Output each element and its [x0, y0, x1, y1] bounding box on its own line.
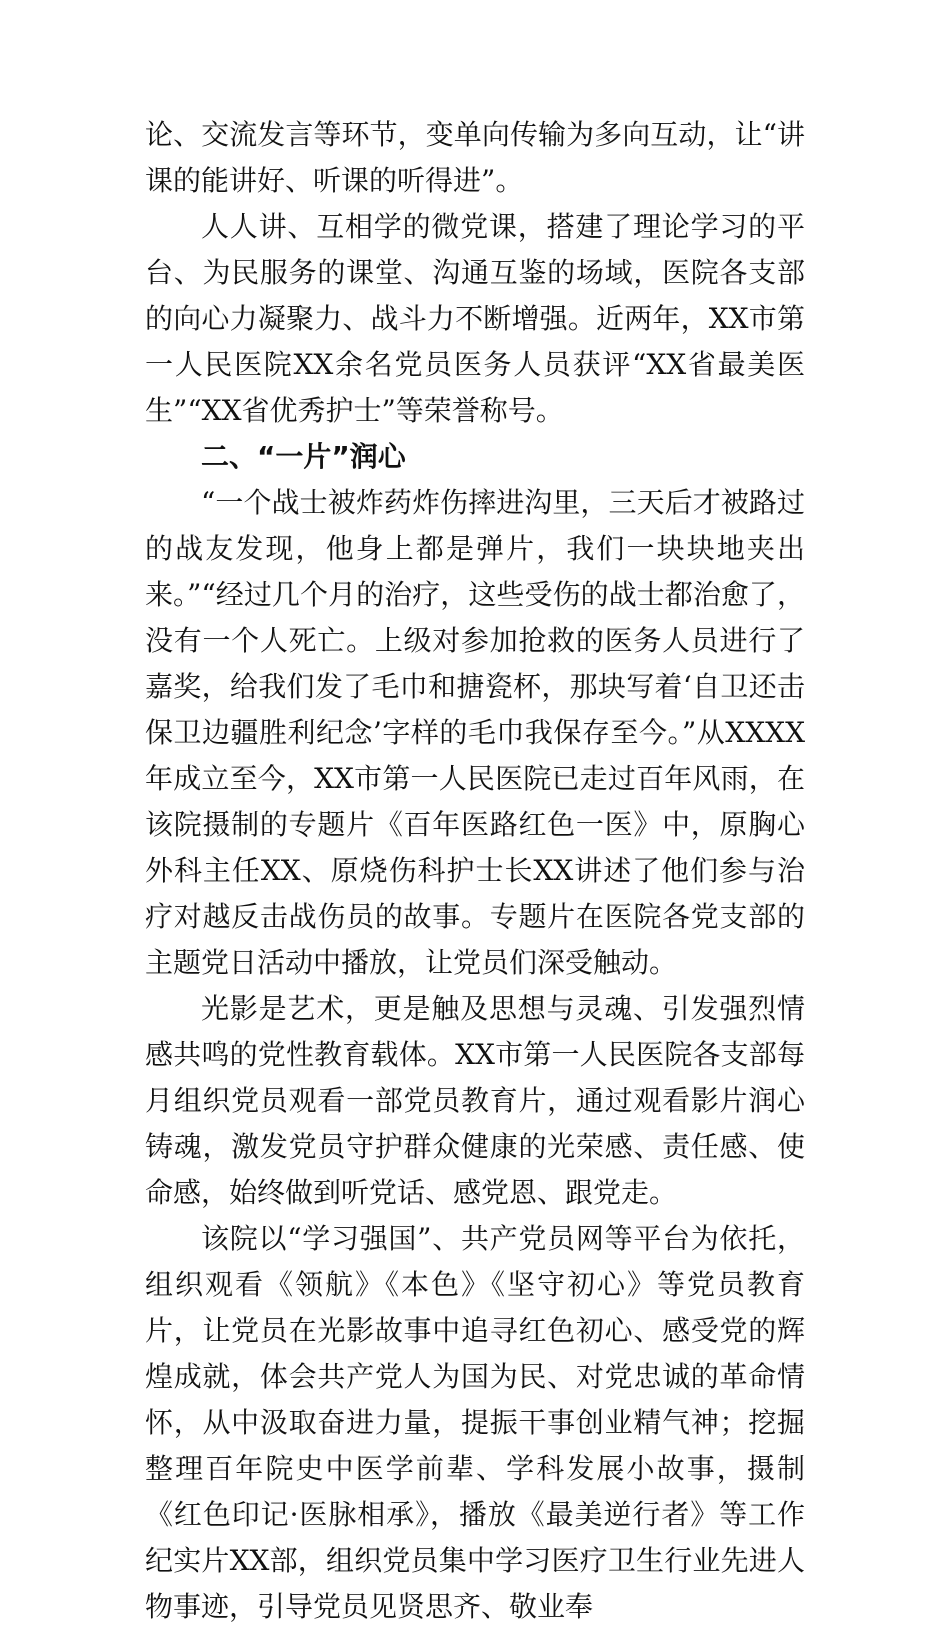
paragraph-soldier-story: “一个战士被炸药炸伤摔进沟里，三天后才被路过的战友发现，他身上都是弹片，我们一块块地夹出来。”“经过几个月的治疗，这些受伤的战士都治愈了，没有一个人死亡。上级对参加抢救的医务人员进行了嘉奖，给我们发了毛巾和搪瓷杯，那块写着‘自卫还击保卫边疆胜利纪念’字样的毛巾我保存至今。”从XXXX年成立至今，XX市第一人民医院已走过百年风雨，在该院摄制的专题片《百年医路红色一医》中，原胸心外科主任XX、原烧伤科护士长XX讲述了他们参与治疗对越反击战伤员的故事。专题片在医院各党支部的主题党日活动中播放，让党员们深受触动。 [145, 486, 805, 979]
paragraph-education-films: 该院以“学习强国”、共产党员网等平台为依托，组织观看《领航》《本色》《坚守初心》等党员教育片，让党员在光影故事中追寻红色初心、感受党的辉煌成就，体会共产党人为国为民、对党忠诚的革命情怀，从中汲取奋进力量，提振干事创业精气神；挖掘整理百年院史中医学前辈、学科发展小故事，摄制《红色印记·医脉相承》，播放《最美逆行者》等工作纪实片XX部，组织党员集中学习医疗卫生行业先进人物事迹，引导党员见贤思齐、敬业奉 [145, 1222, 805, 1623]
paragraph-light-and-shadow: 光影是艺术，更是触及思想与灵魂、引发强烈情感共鸣的党性教育载体。XX市第一人民医院各支部每月组织党员观看一部党员教育片，通过观看影片润心铸魂，激发党员守护群众健康的光荣感、责任感、使命感，始终做到听党话、感党恩、跟党走。 [145, 992, 805, 1209]
paragraph-continuation: 论、交流发言等环节，变单向传输为多向互动，让“讲课的能讲好、听课的听得进”。 [145, 118, 805, 197]
section-heading: 二、“一片”润心 [201, 440, 406, 473]
paragraph-micro-party-lesson: 人人讲、互相学的微党课，搭建了理论学习的平台、为民服务的课堂、沟通互鉴的场域，医院各支部的向心力凝聚力、战斗力不断增强。近两年，XX市第一人民医院XX余名党员医务人员获评“XX省最美医生”“XX省优秀护士”等荣誉称号。 [145, 210, 805, 427]
document-body [145, 112, 805, 1630]
